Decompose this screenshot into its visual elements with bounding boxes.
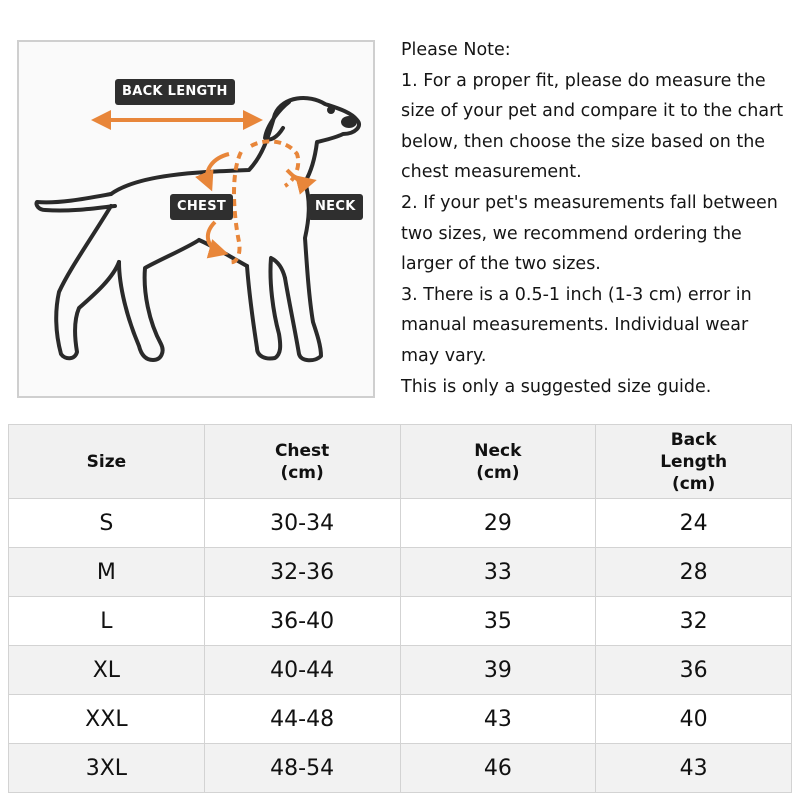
cell-neck: 35 — [400, 597, 596, 646]
note-line: two sizes, we recommend ordering the — [401, 223, 742, 244]
cell-size: XL — [9, 646, 205, 695]
note-line: below, then choose the size based on the — [401, 131, 766, 152]
table-row — [9, 646, 792, 695]
header-size: Size — [9, 425, 205, 499]
cell-chest: 36-40 — [204, 597, 400, 646]
header-chest: Chest (cm) — [204, 425, 400, 499]
cell-chest: 32-36 — [204, 548, 400, 597]
size-chart-table — [8, 424, 792, 793]
note-line: 3. There is a 0.5-1 inch (1-3 cm) error in — [401, 284, 752, 305]
dog-outline — [36, 98, 359, 360]
note-line: may vary. — [401, 345, 487, 366]
cell-size: L — [9, 597, 205, 646]
cell-neck: 43 — [400, 695, 596, 744]
cell-chest: 30-34 — [204, 499, 400, 548]
note-line: larger of the two sizes. — [401, 254, 601, 275]
cell-back-length: 24 — [596, 499, 792, 548]
cell-chest: 44-48 — [204, 695, 400, 744]
note-line: 1. For a proper fit, please do measure the — [401, 70, 766, 91]
neck-measure-loop — [251, 141, 298, 186]
note-line: manual measurements. Individual wear — [401, 315, 749, 336]
table-row — [9, 744, 792, 793]
please-note-text — [401, 35, 793, 402]
cell-size: XXL — [9, 695, 205, 744]
cell-back-length: 40 — [596, 695, 792, 744]
cell-chest: 40-44 — [204, 646, 400, 695]
cell-back-length: 43 — [596, 744, 792, 793]
table-header-row — [9, 425, 792, 499]
table-row — [9, 499, 792, 548]
header-neck: Neck (cm) — [400, 425, 596, 499]
cell-back-length: 28 — [596, 548, 792, 597]
nose-icon — [341, 116, 357, 128]
header-back-length: Back Length (cm) — [596, 425, 792, 499]
cell-neck: 33 — [400, 548, 596, 597]
note-line: This is only a suggested size guide. — [401, 376, 712, 397]
chest-arrow-top — [207, 154, 229, 184]
note-line: size of your pet and compare it to the chart — [401, 101, 784, 122]
note-line: Please Note: — [401, 40, 511, 60]
neck-label: NECK — [308, 194, 363, 220]
chest-label: CHEST — [170, 194, 233, 220]
cell-neck: 29 — [400, 499, 596, 548]
note-line: chest measurement. — [401, 162, 582, 183]
table-row — [9, 548, 792, 597]
cell-size: S — [9, 499, 205, 548]
back-length-label: BACK LENGTH — [115, 79, 235, 105]
neck-arrow — [287, 170, 309, 182]
cell-neck: 46 — [400, 744, 596, 793]
table-row — [9, 597, 792, 646]
chest-arrow-bottom — [208, 222, 221, 252]
cell-size: M — [9, 548, 205, 597]
measurement-diagram — [17, 40, 375, 398]
cell-neck: 39 — [400, 646, 596, 695]
cell-size: 3XL — [9, 744, 205, 793]
note-line: 2. If your pet's measurements fall between — [401, 192, 778, 213]
cell-chest: 48-54 — [204, 744, 400, 793]
cell-back-length: 36 — [596, 646, 792, 695]
table-row — [9, 695, 792, 744]
cell-back-length: 32 — [596, 597, 792, 646]
